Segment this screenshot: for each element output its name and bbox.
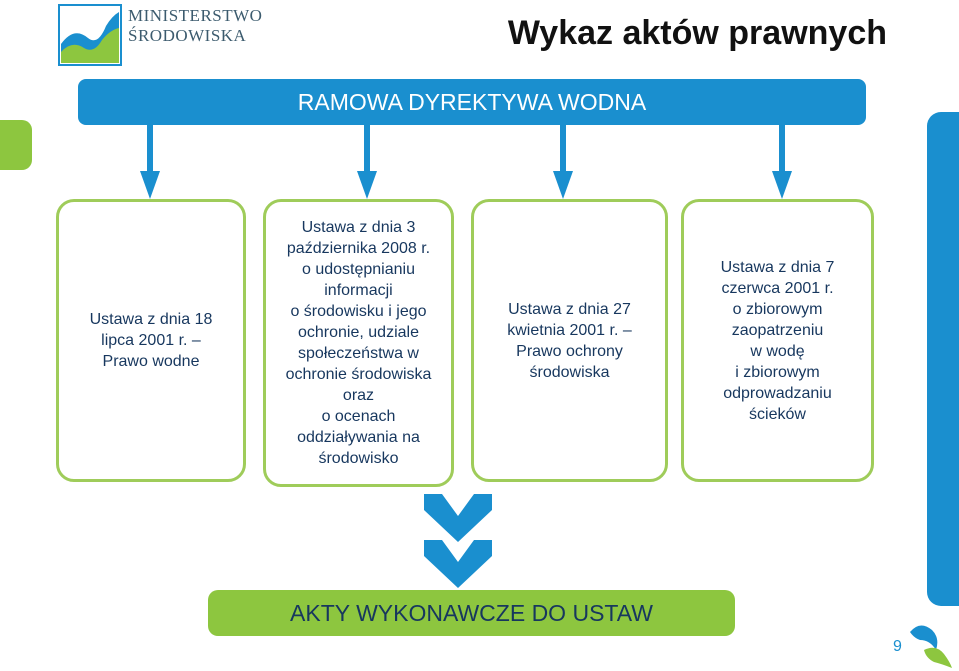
- act-box-water-law: Ustawa z dnia 18 lipca 2001 r. – Prawo wodne: [56, 199, 246, 482]
- page-number: 9: [893, 638, 902, 655]
- left-accent-tab: [0, 120, 32, 170]
- act-box-environmental-protection: Ustawa z dnia 27 kwietnia 2001 r. – Prawo ochrony środowiska: [471, 199, 668, 482]
- bottom-banner: AKTY WYKONAWCZE DO USTAW: [208, 590, 735, 636]
- act-box-environmental-information: Ustawa z dnia 3 października 2008 r. o udostępnianiu informacji o środowisku i jego ochronie, udziale społeczeństwa w ochronie środowiska oraz o ocenach oddziaływania na środowisko: [263, 199, 454, 487]
- corner-logo-icon: [906, 616, 956, 668]
- act-box-water-supply-sewage: Ustawa z dnia 7 czerwca 2001 r. o zbiorowym zaopatrzeniu w wodę i zbiorowym odprowadzaniu ścieków: [681, 199, 874, 482]
- ministry-logo: [58, 2, 263, 68]
- logo-text-line1: MINISTERSTWO: [128, 6, 263, 25]
- down-arrow-icon: [357, 125, 377, 199]
- logo-mountain-icon: [58, 4, 122, 66]
- down-arrow-icon: [140, 125, 160, 199]
- down-arrow-icon: [772, 125, 792, 199]
- right-accent-tab: [927, 112, 959, 606]
- logo-text-line2: ŚRODOWISKA: [128, 26, 247, 45]
- double-chevron-down-icon: [424, 494, 492, 598]
- page-title: Wykaz aktów prawnych: [507, 14, 887, 52]
- down-arrow-icon: [553, 125, 573, 199]
- top-banner: RAMOWA DYREKTYWA WODNA: [78, 79, 866, 125]
